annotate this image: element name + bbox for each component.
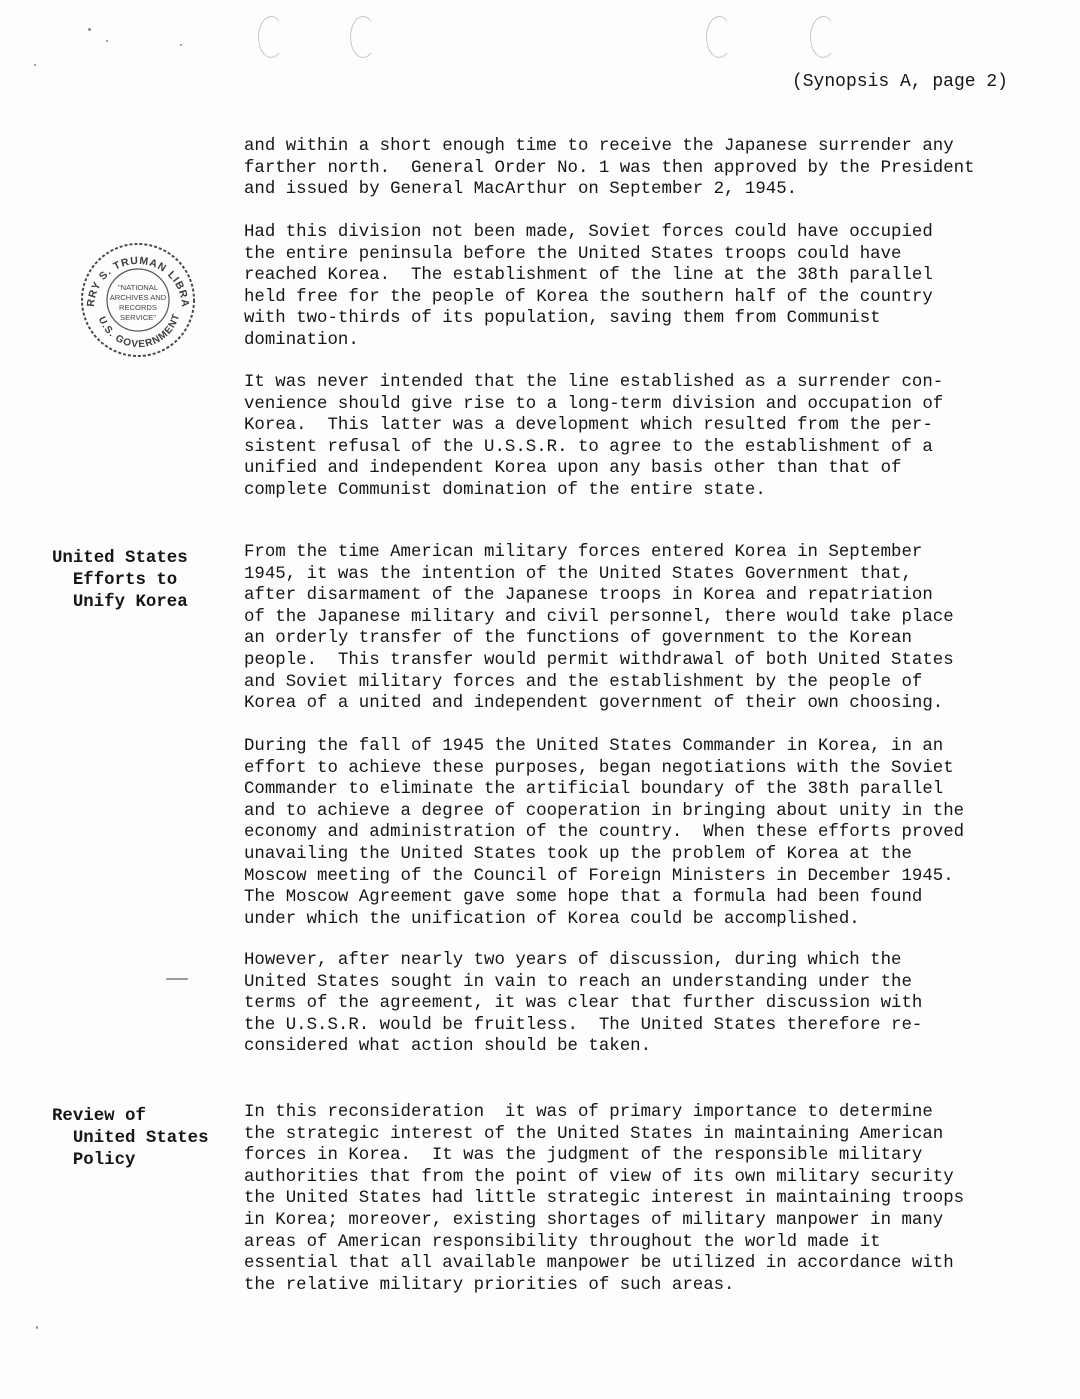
punch-hole-mark xyxy=(810,16,836,58)
svg-text:HARRY S. TRUMAN LIBRARY: RRY S. TRUMAN LIBRA xyxy=(84,254,192,309)
archives-stamp xyxy=(76,238,200,362)
body-paragraph: In this reconsideration it was of primary importance to determine the strategic interest of the United States in maintaining American forces in Korea. It was the judgment of the responsible military authorities that from the point of view of its own military security the United States had little strategic interest in maintaining troops in Korea; moreover, existing shortages of military manpower in many areas of American responsibility throughout the world made it essential that all available manpower be utilized in accordance with the relative military priorities of such areas. xyxy=(244,1103,965,1295)
svg-text:ARCHIVES AND: ARCHIVES AND xyxy=(109,293,167,302)
paper-speck xyxy=(106,40,108,42)
body-paragraph: Had this division not been made, Soviet forces could have occupied the entire peninsula before the United States troops could have reached Korea. The establishment of the line at the 38th parallel held free for the people of Korea the southern half of the country with two-thirds of its population, saving them from Communist domination. xyxy=(244,223,933,350)
section-heading-unify: United States Efforts to Unify Korea xyxy=(52,549,188,612)
punch-hole-mark xyxy=(350,16,376,58)
paper-speck xyxy=(88,28,91,31)
paper-speck xyxy=(34,64,36,66)
svg-text:U.S. GOVERNMENT: U.S. GOVERNMENT xyxy=(95,311,183,351)
body-paragraph: and within a short enough time to receive the Japanese surrender any farther north. General Order No. 1 was then approved by the President and issued by General MacArthur on September 2, 1945. xyxy=(244,137,975,200)
paper-speck xyxy=(36,1326,38,1329)
stamp-seal-graphic xyxy=(76,238,200,362)
section-heading-review: Review of United States Policy xyxy=(52,1107,209,1170)
page-header: (Synopsis A, page 2) xyxy=(791,72,1008,92)
body-paragraph: During the fall of 1945 the United States Commander in Korea, in an effort to achieve these purposes, began negotiations with the Soviet Commander to eliminate the artificial boundary of the 38th parallel and to achieve a degree of cooperation in bringing about unity in the economy and administration of the country. When these efforts proved unavailing the United States took up the problem of Korea at the Moscow meeting of the Council of Foreign Ministers in December 1945. The Moscow Agreement gave some hope that a formula had been found under which the unification of Korea could be accomplished. xyxy=(244,737,965,929)
svg-text:SERVICE": SERVICE" xyxy=(120,313,156,322)
svg-text:RECORDS: RECORDS xyxy=(119,303,157,312)
body-paragraph: It was never intended that the line established as a surrender con- venience should give rise to a long-term division and occupation of Korea. This latter was a development which resulted from the per- sistent refusal of the U.S.S.R. to agree to the establishment of a unified and independent Korea upon any basis other than that of complete Communist domination of the entire state. xyxy=(244,373,944,500)
punch-hole-mark xyxy=(706,16,732,58)
paper-speck xyxy=(180,44,182,46)
paper-speck xyxy=(166,978,188,980)
body-paragraph: From the time American military forces entered Korea in September 1945, it was the intention of the United States Government that, after disarmament of the Japanese troops in Korea and repatriation of the Japanese military and civil personnel, there would take place an orderly transfer of the functions of government to the Korean people. This transfer would permit withdrawal of both United States and Soviet military forces and the establishment by the people of Korea of a united and independent government of their own choosing. xyxy=(244,543,954,714)
svg-text:"NATIONAL: "NATIONAL xyxy=(117,283,159,292)
punch-hole-mark xyxy=(258,16,284,58)
body-paragraph: However, after nearly two years of discussion, during which the United States sought in vain to reach an understanding under the terms of the agreement, it was clear that further discussion with the U.S.S.R. would be fruitless. The United States therefore re- considered what action should be taken. xyxy=(244,951,923,1057)
